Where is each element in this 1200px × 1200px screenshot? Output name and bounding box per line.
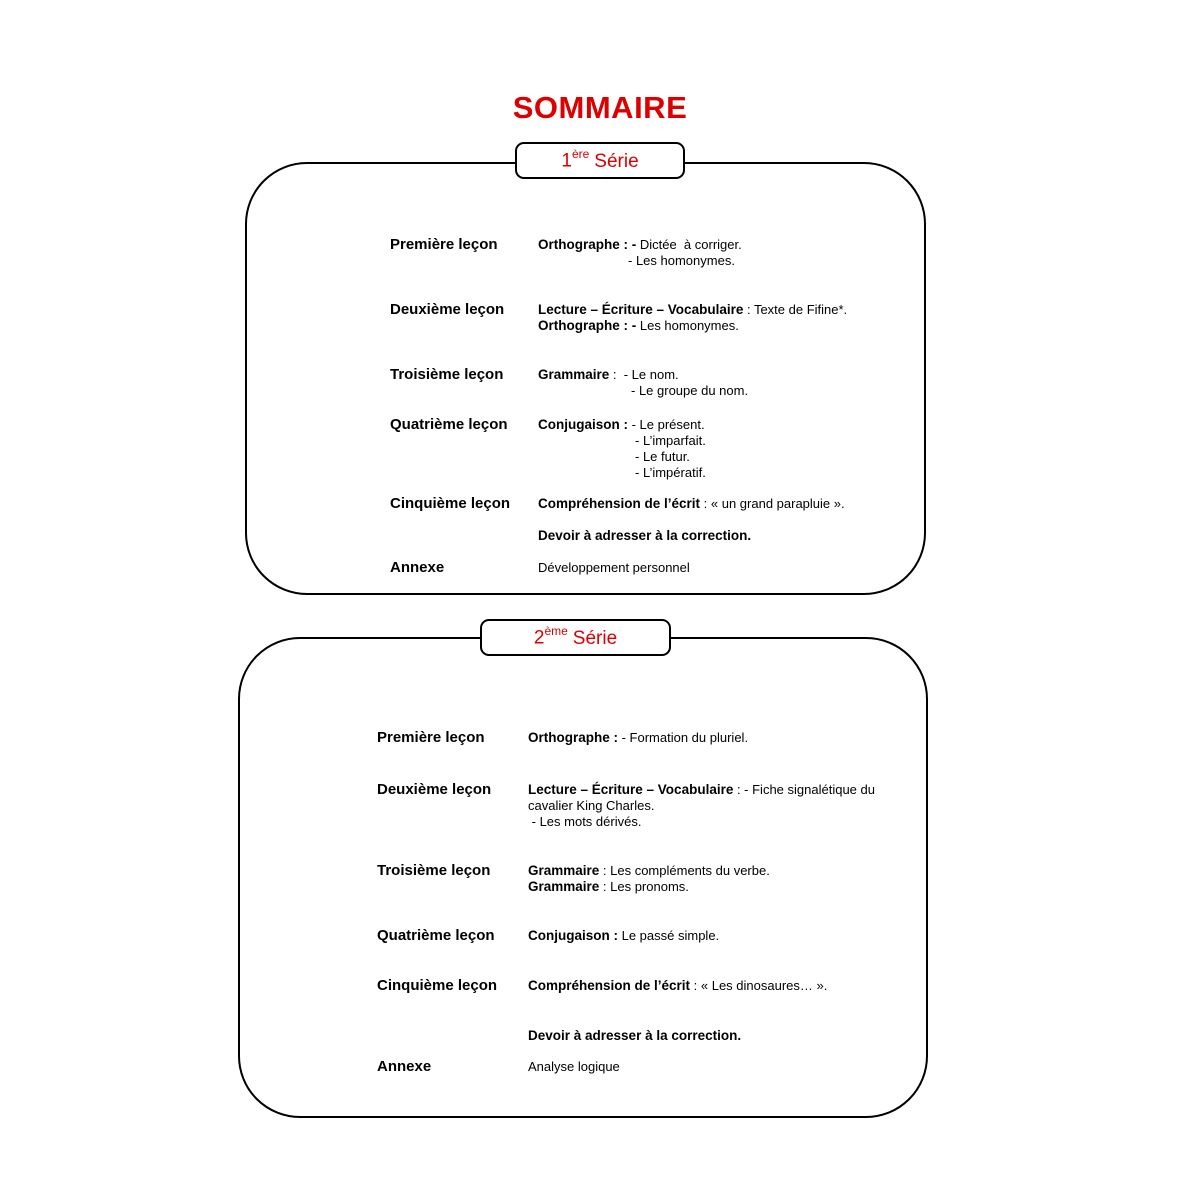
description-line: Développement personnel <box>538 560 690 575</box>
lesson-description <box>538 560 914 575</box>
description-line: Orthographe : - Formation du pluriel. <box>528 730 749 745</box>
series-ordinal: ère <box>571 147 590 162</box>
series-2-content <box>240 639 926 1116</box>
description-line: Orthographe : - Dictée à corriger. <box>538 237 742 252</box>
lesson-row <box>390 496 914 512</box>
lesson-row <box>390 302 914 334</box>
lesson-label: Quatrième leçon <box>390 416 508 433</box>
lesson-row <box>377 730 916 746</box>
description-line: Lecture – Écriture – Vocabulaire : Texte de Fifine*. <box>538 302 848 317</box>
lesson-description <box>538 367 914 399</box>
series-1-box <box>245 162 926 595</box>
page-title: SOMMAIRE <box>512 90 688 125</box>
lesson-row <box>377 1028 916 1044</box>
lesson-row <box>390 237 914 269</box>
description-line: Grammaire : Les pronoms. <box>528 879 689 894</box>
lesson-description <box>528 1028 916 1044</box>
description-line: Grammaire : Les compléments du verbe. <box>528 863 770 878</box>
series-1-tab <box>515 142 685 179</box>
description-line: - L’impératif. <box>635 465 706 480</box>
lesson-label: Annexe <box>377 1058 432 1075</box>
lesson-description <box>528 1059 916 1075</box>
lesson-row <box>377 782 916 830</box>
lesson-label: Cinquième leçon <box>377 977 498 994</box>
lesson-description <box>538 302 914 334</box>
description-line: Conjugaison : Le passé simple. <box>528 928 720 943</box>
lesson-row <box>390 560 914 575</box>
lesson-label: Première leçon <box>377 729 485 746</box>
description-line: Conjugaison : - Le présent. <box>538 417 705 432</box>
lesson-label: Quatrième leçon <box>377 927 495 944</box>
lesson-label: Troisième leçon <box>390 366 504 383</box>
description-line: - Le futur. <box>635 449 690 464</box>
lesson-label: Annexe <box>390 560 445 575</box>
lesson-description <box>538 237 914 269</box>
description-line: Orthographe : - Les homonymes. <box>538 318 739 333</box>
lesson-label: Deuxième leçon <box>390 301 505 318</box>
description-line: Compréhension de l’écrit : « Les dinosaures… ». <box>528 978 828 993</box>
series-2-tab <box>480 619 671 656</box>
lesson-label: Troisième leçon <box>377 862 491 879</box>
description-line: - Les homonymes. <box>628 253 735 268</box>
lesson-description <box>538 417 914 481</box>
description-line: Analyse logique <box>528 1059 620 1074</box>
series-ordinal: ème <box>544 624 568 639</box>
lesson-row <box>390 528 914 544</box>
series-word: Série <box>594 150 639 172</box>
series-number: 2 <box>533 627 545 649</box>
description-line: - L’imparfait. <box>635 433 706 448</box>
series-1-content <box>247 164 924 593</box>
series-2-box <box>238 637 928 1118</box>
series-word: Série <box>572 627 618 649</box>
series-1-tab-label <box>561 148 638 172</box>
lesson-row <box>377 928 916 944</box>
description-line: Compréhension de l’écrit : « un grand parapluie ». <box>538 496 845 511</box>
lesson-row <box>377 1059 916 1075</box>
lesson-description <box>528 978 916 994</box>
description-line: Lecture – Écriture – Vocabulaire : - Fiche signalétique du <box>528 782 875 797</box>
lesson-description <box>528 730 916 746</box>
lesson-label: Première leçon <box>390 236 498 253</box>
lesson-description <box>528 782 916 830</box>
lesson-label: Deuxième leçon <box>377 781 492 798</box>
description-line: - Le groupe du nom. <box>631 383 749 398</box>
lesson-description <box>538 496 914 512</box>
lesson-description <box>528 863 916 895</box>
description-line: - Les mots dérivés. <box>528 814 642 829</box>
series-2-tab-label <box>534 625 617 649</box>
description-line: Devoir à adresser à la correction. <box>538 528 752 543</box>
lesson-row <box>377 863 916 895</box>
lesson-row <box>390 417 914 481</box>
description-line: cavalier King Charles. <box>528 798 655 813</box>
lesson-row <box>377 978 916 994</box>
lesson-row <box>390 367 914 399</box>
description-line: Grammaire : - Le nom. <box>538 367 679 382</box>
lesson-description <box>528 928 916 944</box>
lesson-description <box>538 528 914 544</box>
series-number: 1 <box>561 150 572 172</box>
lesson-label: Cinquième leçon <box>390 495 511 512</box>
description-line: Devoir à adresser à la correction. <box>528 1028 742 1043</box>
